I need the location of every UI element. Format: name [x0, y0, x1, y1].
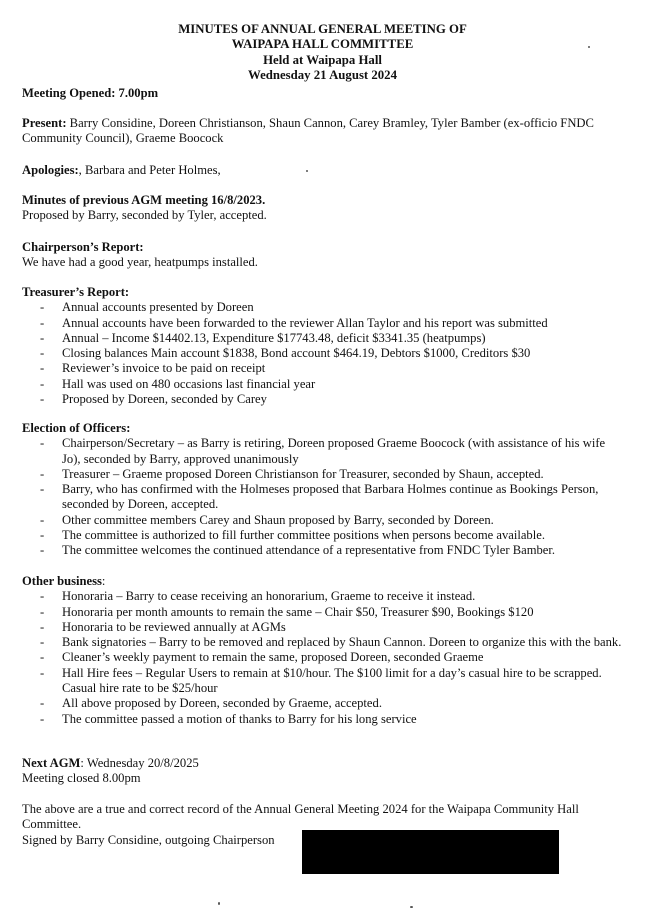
header-title-line-1: MINUTES OF ANNUAL GENERAL MEETING OF	[178, 22, 467, 36]
list-item: - Other committee members Carey and Shaun proposed by Barry, seconded by Doreen.	[22, 513, 622, 528]
list-item: - Annual accounts have been forwarded to the reviewer Allan Taylor and his report was submitted	[22, 316, 622, 331]
present-label: Present:	[22, 116, 67, 130]
meeting-opened: Meeting Opened: 7.00pm	[22, 86, 159, 100]
other-business-heading: Other business	[22, 574, 102, 588]
chair-report-section	[22, 240, 622, 271]
scan-speck	[588, 46, 590, 48]
election-section	[22, 421, 622, 559]
list-item: - Barry, who has confirmed with the Holmeses proposed that Barbara Holmes continue as Bookings Person, seconded by Doreen, accepted.	[22, 482, 622, 513]
chair-report-heading: Chairperson’s Report:	[22, 240, 144, 254]
next-agm-label: Next AGM	[22, 756, 81, 770]
scan-speck	[410, 906, 413, 908]
header-venue: Held at Waipapa Hall	[263, 52, 382, 67]
true-record-statement: The above are a true and correct record of the Annual General Meeting 2024 for the Waipapa Community Hall Committee.	[22, 802, 579, 832]
other-business-section	[22, 574, 622, 727]
scan-speck	[218, 902, 220, 905]
other-business-list	[22, 589, 622, 727]
meeting-closed: Meeting closed 8.00pm	[22, 771, 141, 786]
list-item: - The committee is authorized to fill further committee positions when persons become available.	[22, 528, 622, 543]
list-item: - Honoraria – Barry to cease receiving an honorarium, Graeme to receive it instead.	[22, 589, 622, 604]
document-header	[0, 22, 645, 83]
apologies-text: , Barbara and Peter Holmes,	[78, 163, 221, 177]
apologies-label: Apologies:	[22, 163, 79, 177]
election-list	[22, 436, 622, 558]
list-item: - Closing balances Main account $1838, Bond account $464.19, Debtors $1000, Creditors $30	[22, 346, 622, 361]
treasurer-report-list	[22, 300, 622, 407]
next-agm-date: : Wednesday 20/8/2025	[80, 756, 199, 770]
previous-minutes-text: Proposed by Barry, seconded by Tyler, accepted.	[22, 208, 267, 223]
previous-minutes-heading: Minutes of previous AGM meeting 16/8/2023.	[22, 193, 266, 207]
list-item: - The committee welcomes the continued attendance of a representative from FNDC Tyler Bamber.	[22, 543, 622, 558]
apologies-section	[22, 163, 622, 178]
election-heading: Election of Officers:	[22, 421, 131, 435]
next-agm-line	[22, 756, 622, 771]
header-date: Wednesday 21 August 2024	[248, 67, 397, 82]
list-item: - Bank signatories – Barry to be removed and replaced by Shaun Cannon. Doreen to organize this with the bank.	[22, 635, 622, 650]
redacted-signature	[302, 830, 559, 874]
treasurer-report-heading: Treasurer’s Report:	[22, 285, 130, 299]
list-item: - Honoraria to be reviewed annually at AGMs	[22, 620, 622, 635]
scan-speck	[306, 170, 308, 172]
treasurer-report-section	[22, 285, 622, 407]
chair-report-text: We have had a good year, heatpumps installed.	[22, 255, 258, 270]
previous-minutes-section	[22, 193, 622, 224]
list-item: - Proposed by Doreen, seconded by Carey	[22, 392, 622, 407]
list-item: - Annual accounts presented by Doreen	[22, 300, 622, 315]
next-agm-section	[22, 756, 622, 787]
list-item: - Chairperson/Secretary – as Barry is retiring, Doreen proposed Graeme Boocock (with assistance of his wife Jo), seconded by Barry, approved unanimously	[22, 436, 622, 467]
list-item: - Hall was used on 480 occasions last financial year	[22, 377, 622, 392]
list-item: - Reviewer’s invoice to be paid on receipt	[22, 361, 622, 376]
present-section	[22, 116, 622, 147]
list-item: - Cleaner’s weekly payment to remain the same, proposed Doreen, seconded Graeme	[22, 650, 622, 665]
header-title-line-2: WAIPAPA HALL COMMITTEE	[231, 37, 414, 52]
signed-by: Signed by Barry Considine, outgoing Chairperson	[22, 832, 275, 847]
list-item: - All above proposed by Doreen, seconded by Graeme, accepted.	[22, 696, 622, 711]
list-item: - The committee passed a motion of thanks to Barry for his long service	[22, 712, 622, 727]
list-item: - Treasurer – Graeme proposed Doreen Christianson for Treasurer, seconded by Shaun, accepted.	[22, 467, 622, 482]
list-item: - Annual – Income $14402.13, Expenditure $17743.48, deficit $3341.35 (heatpumps)	[22, 331, 622, 346]
other-business-heading-line: Other business:	[22, 574, 106, 588]
list-item: - Honoraria per month amounts to remain the same – Chair $50, Treasurer $90, Bookings $120	[22, 605, 622, 620]
present-attendees: Barry Considine, Doreen Christianson, Shaun Cannon, Carey Bramley, Tyler Bamber (ex-officio FNDC Community Council), Graeme Boocock	[22, 116, 594, 146]
list-item: - Hall Hire fees – Regular Users to remain at $10/hour. The $100 limit for a day’s casual hire to be scrapped. Casual hire rate to be $25/hour	[22, 666, 622, 697]
